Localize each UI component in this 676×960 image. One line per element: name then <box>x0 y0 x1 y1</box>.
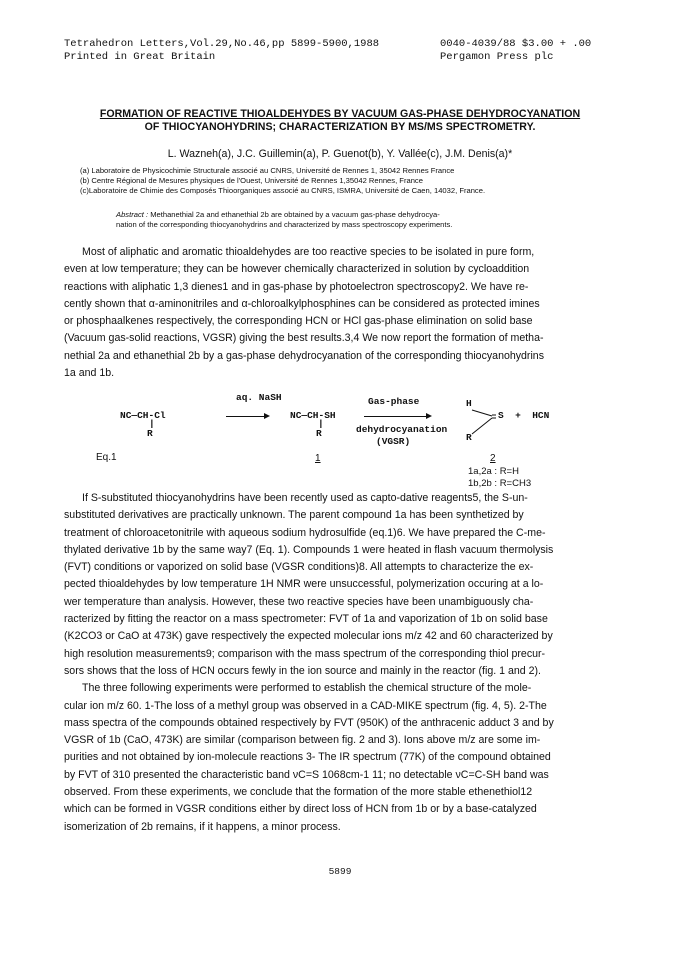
abstract-line-2: nation of the corresponding thiocyanohydrins and characterized by mass spectroscopy experiments. <box>116 220 453 229</box>
page-number: 5899 <box>328 866 352 877</box>
para1-line: Most of aliphatic and aromatic thioaldehydes are too reactive species to be isolated in pure form, <box>82 246 535 258</box>
title-line-1: FORMATION OF REACTIVE THIOALDEHYDES BY VACUUM GAS-PHASE DEHYDROCYANATION <box>99 108 581 120</box>
eq-intermediate-sub: R <box>316 428 322 439</box>
para3-line: observed. From these experiments, we conclude that the formation of the more stable ethenethiol12 <box>64 786 533 799</box>
paragraph-synthesis <box>64 490 614 836</box>
title-line-2: OF THIOCYANOHYDRINS; CHARACTERIZATION BY MS/MS SPECTROMETRY. <box>144 121 536 133</box>
para2-line: pected thioaldehydes by low temperature 1H NMR were unsuccessful, polymerization occuring at a lo- <box>64 578 544 591</box>
eq-product-h: H <box>466 398 472 409</box>
para2-line: If S-substituted thiocyanohydrins have been recently used as capto-dative reagents5, the S-un- <box>82 492 528 504</box>
para3-line: isomerization of 2b remains, if it happens, a minor process. <box>64 820 341 833</box>
para2-line: (K2CO3 or CaO at 473K) gave respectively the expected molecular ions m/z 42 and 60 characterized by <box>64 630 553 643</box>
eq-key-a: 1a,2a : R=H <box>468 466 519 477</box>
para2-line: wer temperature than analysis. However, these two reactive species have been unambiguously cha- <box>64 595 534 608</box>
abstract-label: Abstract : <box>116 210 149 219</box>
eq-product-r: R <box>466 432 472 443</box>
eq-reactant-sub: R <box>147 428 153 439</box>
para3-line: mass spectra of the compounds obtained respectively by FVT (950K) of the anthracenic adduct 3 and by <box>64 716 554 729</box>
eq-reactant: NC—CH-Cl <box>120 410 166 421</box>
issn-price: 0040-4039/88 $3.00 + .00 <box>440 38 592 50</box>
journal-citation: Tetrahedron Letters,Vol.29,No.46,pp 5899-5900,1988 <box>64 38 380 50</box>
affiliation-a: (a) Laboratoire de Physicochimie Structurale associé au CNRS, Université de Rennes 1, 35042 Rennes France <box>80 166 455 175</box>
para2-line: high resolution measurements9; comparison with the mass spectrum of the corresponding thiol precur- <box>64 647 546 660</box>
para3-line: cular ion m/z 60. 1-The loss of a methyl group was observed in a CAD-MIKE spectrum (fig. 4, 5). 2-The <box>64 699 547 712</box>
eq-condition-mid: dehydrocyanation <box>356 424 448 435</box>
eq-intermediate: NC—CH-SH <box>290 410 336 421</box>
para2-line: thylated derivative 1b by the same way7 (Eq. 1). Compounds 1 were heated in flash vacuum thermolysis <box>64 543 554 556</box>
para1-line: reactions with aliphatic 1,3 dienes1 and in gas-phase by photoelectron spectroscopy2. We have re- <box>64 280 529 293</box>
para1-line: even at low temperature; they can be however chemically characterized in solution by cycloaddition <box>64 263 530 276</box>
journal-header-left <box>64 38 379 64</box>
para3-line: VGSR of 1b (CaO, 473K) are similar (comparison between fig. 2 and 3). Ions above m/z are some im- <box>64 734 541 747</box>
author-list: L. Wazneh(a), J.C. Guillemin(a), P. Guenot(b), Y. Vallée(c), J.M. Denis(a)* <box>167 148 513 160</box>
eq-product: S + HCN <box>498 410 550 421</box>
eq-condition-top: Gas-phase <box>368 396 420 407</box>
para1-line: nethial 2a and ethanethial 2b by a gas-phase dehydrocyanation of the corresponding thiocyanohydrins <box>64 349 544 362</box>
para2-line: sors shows that the loss of HCN occurs fewly in the ion source and mainly in the reactor (fig. 1 and 2). <box>64 664 541 677</box>
eq-compound-2: 2 <box>490 453 496 464</box>
abstract <box>116 210 576 230</box>
para1-line: cently shown that α-aminonitriles and α-chloroalkylphosphines can be considered as protected imines <box>64 297 540 310</box>
para3-line: by FVT of 310 presented the characteristic band νC=S 1068cm-1 11; no detectable νC=C-SH band was <box>64 768 549 781</box>
para3-line: which can be formed in VGSR conditions either by direct loss of HCN from 1b or by a base-catalyzed <box>64 803 537 816</box>
abstract-line-1: Methanethial 2a and ethanethial 2b are obtained by a vacuum gas-phase dehydrocya- <box>150 210 440 219</box>
para2-line: treatment of chloroacetonitrile with aqueous sodium hydrosulfide (eq.1)6. We have prepared the C-me- <box>64 526 546 539</box>
para2-line: racterized by fitting the reactor on a mass spectrometer: FVT of 1a and vaporization of 1b on solid base <box>64 613 548 626</box>
para2-line: substituted derivatives are practically unknown. The parent compound 1a has been synthetized by <box>64 509 524 522</box>
publisher: Pergamon Press plc <box>440 51 554 63</box>
paragraph-intro <box>64 244 614 382</box>
eq-label: Eq.1 <box>96 452 117 463</box>
eq-key-b: 1b,2b : R=CH3 <box>468 478 532 489</box>
para1-line: (Vacuum gas-solid reactions, VGSR) giving the best results.3,4 We now report the formation of metha- <box>64 332 544 345</box>
eq-product-bonds <box>470 404 496 438</box>
printed-in: Printed in Great Britain <box>64 51 216 63</box>
paper-title <box>60 108 620 134</box>
journal-header-right <box>440 38 591 64</box>
para2-line: (FVT) conditions or vaporized on solid base (VGSR conditions)8. All attempts to characterize the ex- <box>64 561 534 574</box>
affiliation-b: (b) Centre Régional de Mesures physiques de l'Ouest, Université de Rennes 1,35042 Rennes, France <box>80 176 423 185</box>
para3-line: The three following experiments were performed to establish the chemical structure of the mole- <box>82 682 532 695</box>
eq-reactant-bond: | <box>149 418 155 429</box>
eq-compound-1: 1 <box>315 453 321 464</box>
eq-arrow-1 <box>226 416 268 417</box>
eq-condition-bot: (VGSR) <box>376 436 411 447</box>
eq-intermediate-bond: | <box>318 418 324 429</box>
para3-line: purities and not obtained by ion-molecule reactions 3- The IR spectrum (77K) of the compound obtained <box>64 751 551 764</box>
eq-arrow-2 <box>364 416 430 417</box>
para1-line: or phosphaalkenes respectively, the corresponding HCN or HCl gas-phase elimination on solid base <box>64 315 533 328</box>
para1-line: 1a and 1b. <box>64 367 115 380</box>
affiliation-c: (c)Laboratoire de Chimie des Composés Thioorganiques associé au CNRS, ISMRA, Université de Caen, 14032, France. <box>80 186 486 195</box>
eq-reagent: aq. NaSH <box>236 392 282 403</box>
